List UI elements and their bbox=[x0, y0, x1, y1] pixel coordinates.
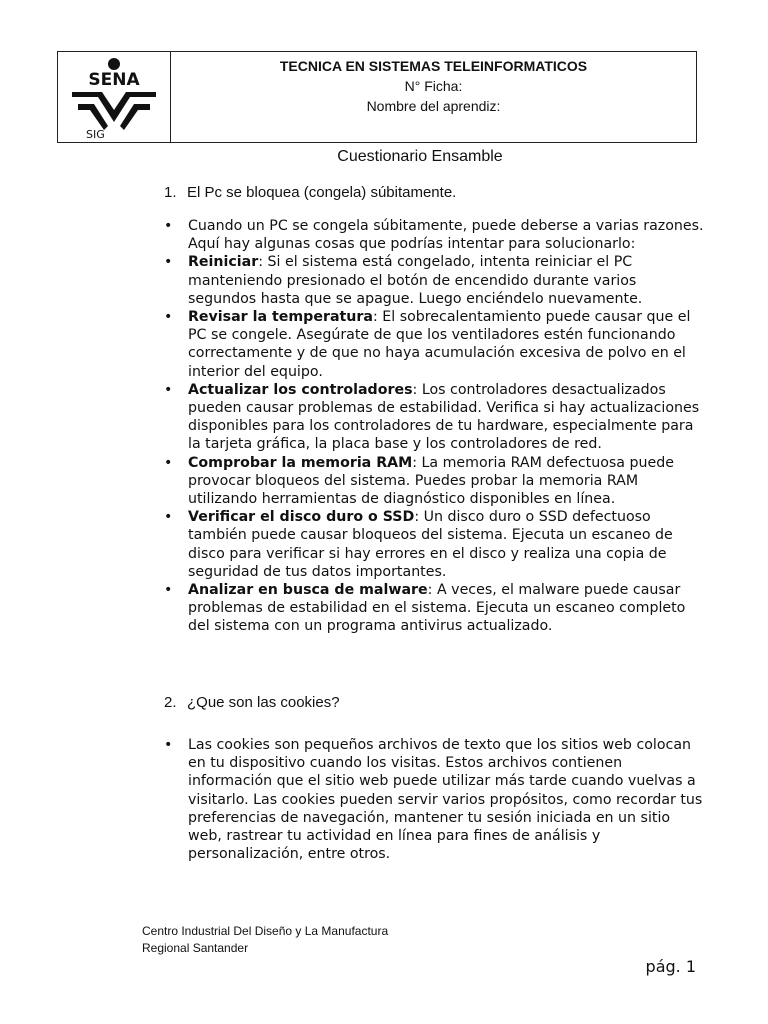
bullet-text: Cuando un PC se congela súbitamente, puede deberse a varias razones. Aquí hay algunas cosas que podrías intentar para solucionarlo: bbox=[188, 218, 704, 253]
program-title: TECNICA EN SISTEMAS TELEINFORMATICOS bbox=[279, 58, 588, 74]
bullet-item bbox=[164, 581, 704, 636]
answer-1-list bbox=[164, 217, 704, 636]
bullet-text: : A veces, el malware puede causar problemas de estabilidad en el sistema. Ejecuta un escaneo completo del sistema con un programa antivirus actualizado. bbox=[188, 582, 686, 635]
sena-logo bbox=[68, 56, 160, 142]
logo-text: SENA bbox=[88, 70, 140, 90]
document-title: Cuestionario Ensamble bbox=[337, 148, 503, 165]
bullet-dot-icon: • bbox=[164, 254, 173, 271]
bullet-text: : Un disco duro o SSD defectuoso también puede causar bloqueos del sistema. Ejecuta un escaneo de disco para verificar si hay errores en el disco y realiza una copia de seguridad de tus datos importantes. bbox=[188, 509, 673, 580]
bullet-item bbox=[164, 381, 704, 454]
bullet-item bbox=[164, 217, 704, 253]
bullet-heading: Comprobar la memoria RAM bbox=[188, 454, 413, 471]
bullet-item bbox=[164, 308, 704, 381]
question-1-number: 1. bbox=[164, 184, 177, 201]
bullet-text: : Si el sistema está congelado, intenta reiniciar el PC manteniendo presionado el botón de encendido durante varios segundos hasta que se apague. Luego enciéndelo nuevamente. bbox=[188, 254, 643, 307]
footer-center-name: Centro Industrial Del Diseño y La Manufactura bbox=[142, 924, 389, 938]
bullet-dot-icon: • bbox=[164, 454, 173, 471]
bullet-text: : El sobrecalentamiento puede causar que el PC se congele. Asegúrate de que los ventiladores estén funcionando correctamente y de que no haya acumulación excesiva de polvo en el interior del equipo. bbox=[188, 309, 691, 380]
bullet-heading: Analizar en busca de malware bbox=[188, 582, 428, 599]
logo-sub-text: SIG bbox=[86, 128, 105, 141]
bullet-dot-icon: • bbox=[164, 218, 173, 234]
apprentice-name-label: Nombre del aprendiz: bbox=[366, 98, 501, 114]
bullet-item bbox=[164, 736, 704, 863]
bullet-dot-icon: • bbox=[164, 309, 173, 326]
bullet-heading: Verificar el disco duro o SSD bbox=[188, 509, 415, 526]
bullet-heading: Revisar la temperatura bbox=[188, 309, 373, 326]
bullet-heading: Reiniciar bbox=[188, 254, 259, 271]
bullet-text: : La memoria RAM defectuosa puede provocar bloqueos del sistema. Puedes probar la memoria RAM utilizando herramientas de diagnóstico disponibles en línea. bbox=[188, 454, 674, 508]
ficha-label: N° Ficha: bbox=[404, 78, 463, 94]
bullet-item bbox=[164, 508, 704, 581]
bullet-item bbox=[164, 454, 704, 509]
page-number: pág. 1 bbox=[645, 957, 696, 976]
bullet-item bbox=[164, 253, 704, 308]
bullet-heading: Actualizar los controladores bbox=[188, 381, 413, 398]
bullet-dot-icon: • bbox=[164, 737, 173, 753]
question-2 bbox=[164, 694, 340, 711]
question-1 bbox=[164, 184, 456, 201]
bullet-dot-icon: • bbox=[164, 582, 173, 599]
question-1-text: El Pc se bloquea (congela) súbitamente. bbox=[187, 184, 457, 201]
footer bbox=[142, 923, 388, 957]
bullet-dot-icon: • bbox=[164, 509, 173, 526]
footer-region: Regional Santander bbox=[142, 941, 249, 955]
answer-2-list bbox=[164, 736, 704, 863]
bullet-text: Las cookies son pequeños archivos de texto que los sitios web colocan en tu dispositivo cuando los visitas. Estos archivos contienen información que el sitio web puede utilizar más tarde cuando vuelvas a visitarlo. Las cookies pueden servir varios propósitos, como recordar tus preferencias de navegación, mantener tu sesión iniciada en un sitio web, rastrear tu actividad en línea para fines de análisis y personalización, entre otros. bbox=[188, 737, 703, 863]
bullet-text: : Los controladores desactualizados pueden causar problemas de estabilidad. Verifica si hay actualizaciones disponibles para los controladores de tu hardware, especialmente para la tarjeta gráfica, la placa base y los controladores de red. bbox=[188, 381, 700, 453]
logo-cell bbox=[58, 52, 171, 143]
bullet-dot-icon: • bbox=[164, 381, 173, 398]
header-table bbox=[57, 51, 697, 143]
header-info-cell bbox=[171, 52, 697, 143]
question-2-text: ¿Que son las cookies? bbox=[187, 694, 340, 711]
question-2-number: 2. bbox=[164, 694, 177, 711]
